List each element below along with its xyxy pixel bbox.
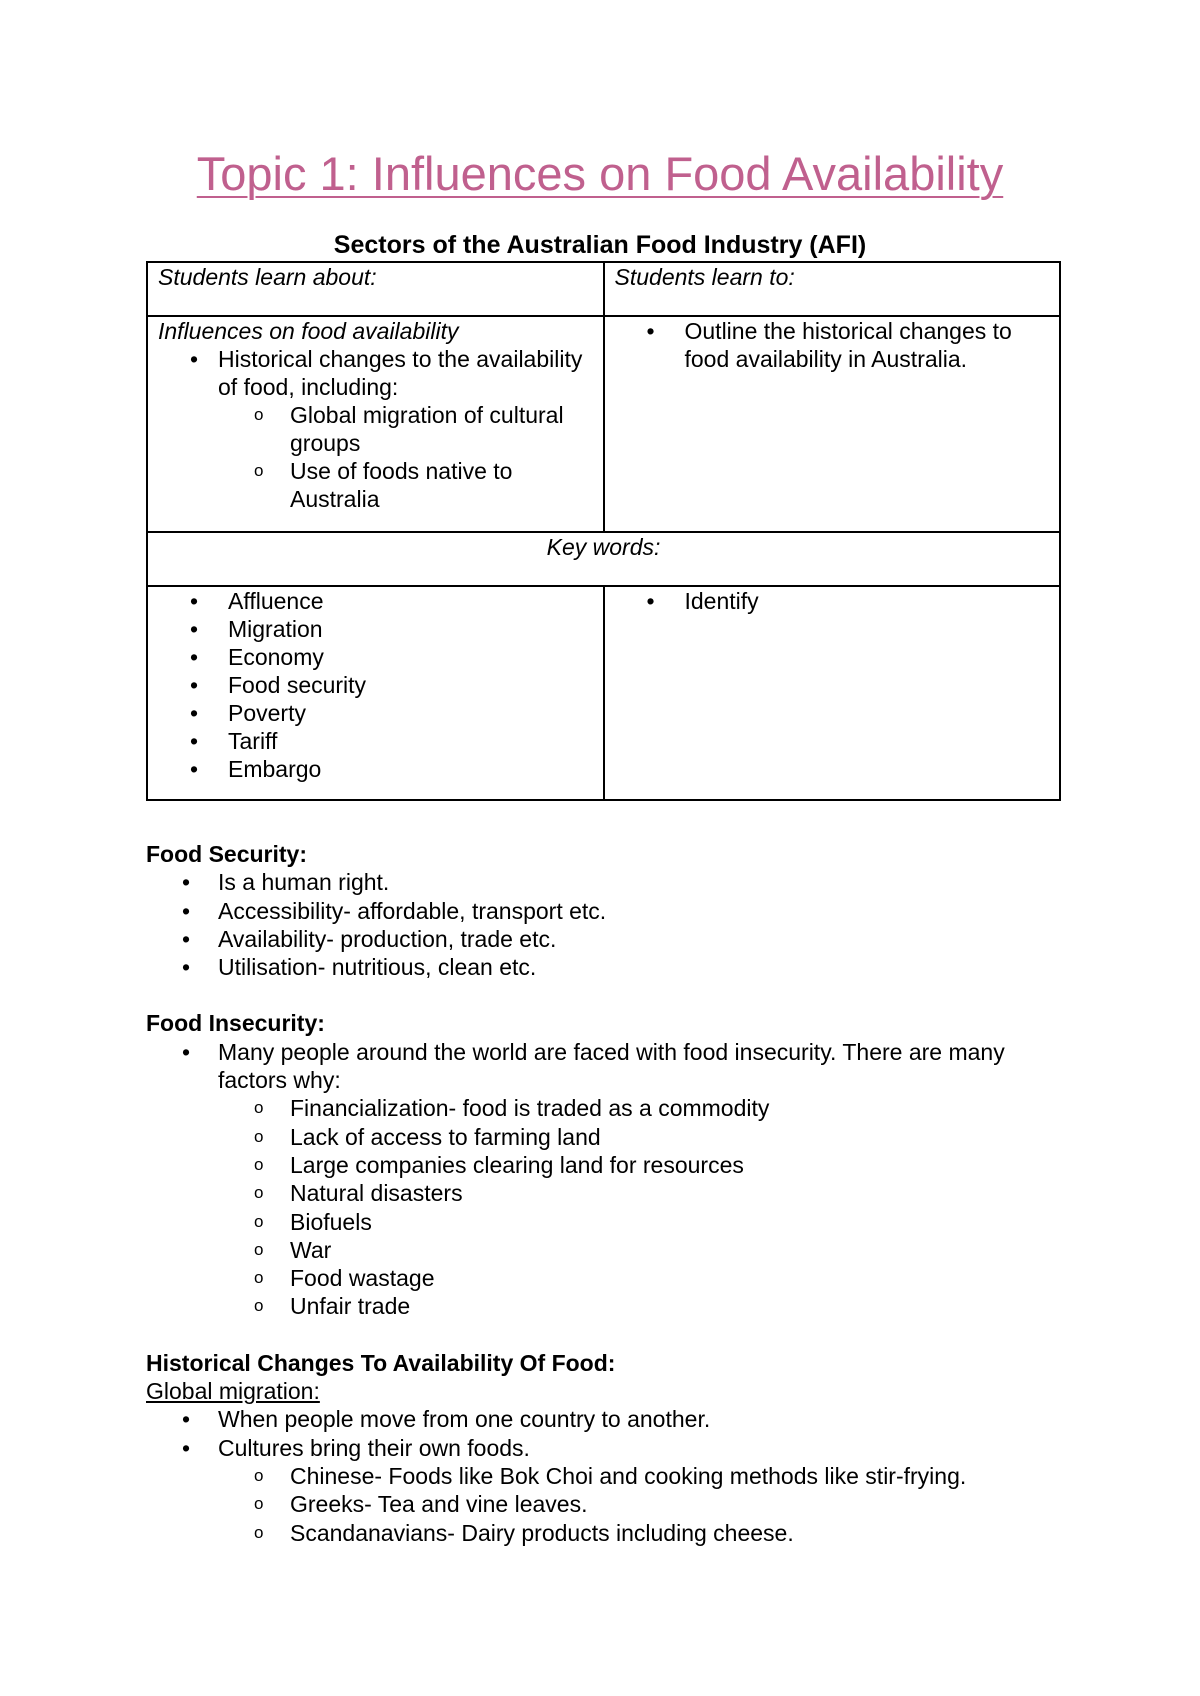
- list-item: o Financialization- food is traded as a commodity: [218, 1094, 1076, 1122]
- learn-to-header: Students learn to:: [604, 262, 1061, 316]
- document-title: Topic 1: Influences on Food Availability: [196, 147, 1004, 200]
- list-item: • Availability- production, trade etc.: [146, 925, 1076, 953]
- outcomes-table: [146, 261, 1061, 801]
- list-item: • Tariff: [158, 727, 593, 755]
- list-item: o Lack of access to farming land: [218, 1123, 1076, 1151]
- historical-list: [146, 1405, 1076, 1462]
- list-item: o Chinese- Foods like Bok Choi and cooking methods like stir-frying.: [218, 1462, 1076, 1490]
- list-item: o Unfair trade: [218, 1292, 1076, 1320]
- insecurity-factors-list: [218, 1094, 1076, 1320]
- learn-about-header: Students learn about:: [147, 262, 604, 316]
- food-security-heading: Food Security:: [146, 841, 308, 867]
- list-item: • Utilisation- nutritious, clean etc.: [146, 953, 1076, 981]
- list-item: • Many people around the world are faced with food insecurity. There are many factors why:: [146, 1038, 1076, 1095]
- list-item: o Biofuels: [218, 1208, 1076, 1236]
- list-item: • Poverty: [158, 699, 593, 727]
- table-heading: Sectors of the Australian Food Industry (AFI): [333, 231, 867, 259]
- key-words-header-row: [147, 532, 1060, 586]
- key-words-row: [147, 586, 1060, 800]
- list-item: • Affluence: [158, 587, 593, 615]
- list-item: • Accessibility- affordable, transport etc.: [146, 897, 1076, 925]
- list-item: o Natural disasters: [218, 1179, 1076, 1207]
- learn-to-cell: [604, 316, 1061, 532]
- list-item: • Food security: [158, 671, 593, 699]
- key-words-left-cell: [147, 586, 604, 800]
- list-item: o Greeks- Tea and vine leaves.: [218, 1490, 1076, 1518]
- food-insecurity-heading: Food Insecurity:: [146, 1010, 325, 1037]
- table-content-row: [147, 316, 1060, 532]
- table-header-row: [147, 262, 1060, 316]
- global-migration-subheading: Global migration:: [146, 1378, 320, 1405]
- food-security-list: [146, 868, 1076, 981]
- list-item: o Use of foods native to Australia: [218, 457, 593, 513]
- list-item: • Historical changes to the availability of food, including: o Global migration of cultural groups o Use of foods native to Australia: [158, 345, 593, 513]
- notes-body: [146, 840, 1076, 1547]
- historical-heading: Historical Changes To Availability Of Food:: [146, 1349, 616, 1376]
- list-item: • Embargo: [158, 755, 593, 783]
- migration-examples-list: [218, 1462, 1076, 1547]
- list-item: o Large companies clearing land for resources: [218, 1151, 1076, 1179]
- learn-about-intro: Influences on food availability: [158, 318, 459, 344]
- list-item: • Is a human right.: [146, 868, 1076, 896]
- list-item: o War: [218, 1236, 1076, 1264]
- list-item: • Migration: [158, 615, 593, 643]
- key-words-header: Key words:: [147, 532, 1060, 586]
- learn-about-cell: [147, 316, 604, 532]
- list-item: • When people move from one country to another.: [146, 1405, 1076, 1433]
- list-item: o Global migration of cultural groups: [218, 401, 593, 457]
- list-item: • Economy: [158, 643, 593, 671]
- list-item: • Identify: [615, 587, 1050, 615]
- list-item: o Scandanavians- Dairy products including cheese.: [218, 1519, 1076, 1547]
- key-words-right-cell: [604, 586, 1061, 800]
- food-insecurity-list: [146, 1038, 1076, 1095]
- list-item: • Cultures bring their own foods.: [146, 1434, 1076, 1462]
- list-item: o Food wastage: [218, 1264, 1076, 1292]
- list-item: • Outline the historical changes to food availability in Australia.: [615, 317, 1050, 373]
